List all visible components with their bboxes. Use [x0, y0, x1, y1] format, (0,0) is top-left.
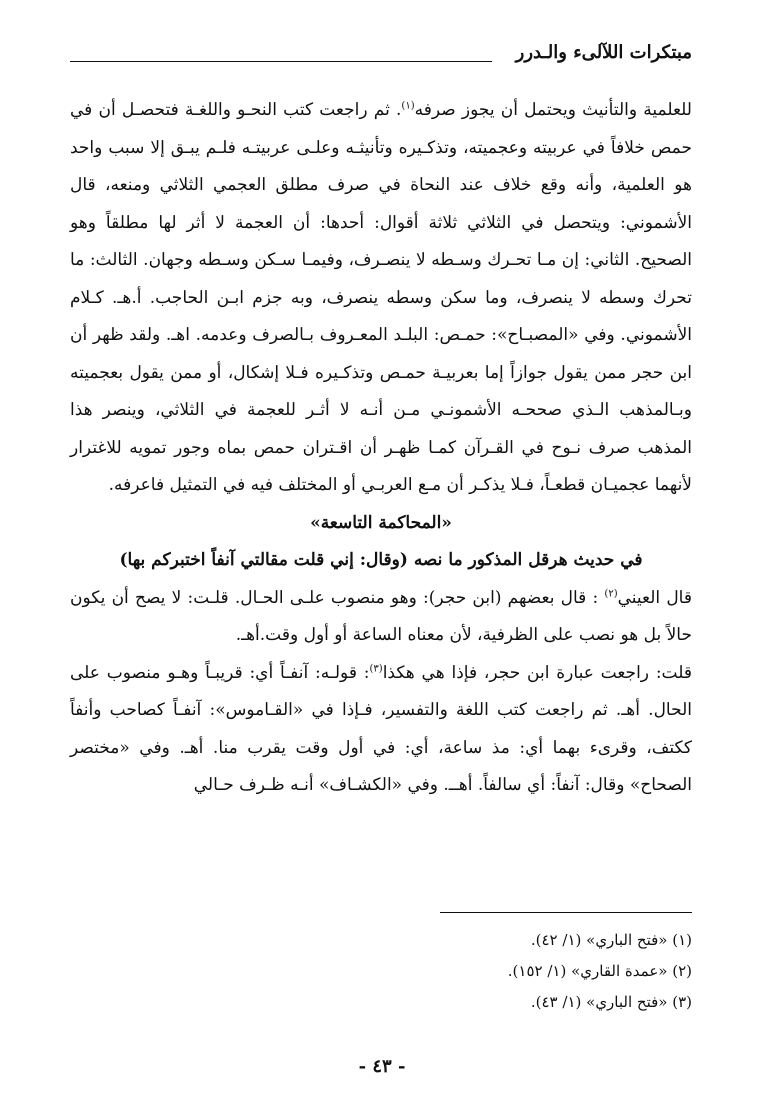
footnote-ref-1: (١) — [401, 100, 415, 112]
paragraph-1-rest: . ثم راجعت كتب النحـو واللغـة فتحصـل أن في حمص خلافاً في عربيته وعجميته، وتذكـيره وتأنيثـه وعلـى عربيتـه فلـم يبـق إلا سبب واحد هو العلمية، وأنه وقع خلاف عند النحاة في صرف مطلق العجمي الثلاثي ومنعه، قال الأشموني: ويتحصل في الثلاثي ثلاثة أقوال: أحدها: أن العجمة لا أثر لها مطلقاً وهو الصحيح. الثاني: إن مـا تحـرك وسـطه لا ينصـرف، وفيمـا سـكن وسـطه وجهان. الثالث: ما تحرك وسطه لا ينصرف، وما سكن وسطه ينصرف، وبه جزم ابـن الحاجب. أ.هـ. كـلام الأشموني. وفي «المصبـاح»: حمـص: البلـد المعـروف بـالصرف وعدمه. اهـ. ولقد ظهر أن ابن حجر ممن يقول جوازاً إما بعربيـة حمـص وتذكـيره فـلا إشكال، أو ممن يقول بعجميته وبـالمذهب الـذي صححـه الأشمونـي مـن أنـه لا أثـر للعجمة في الثلاثي، وينصر هذا المذهب صرف نـوح في القـرآن كمـا ظهـر أن اقـتران حمص بماه وجور تمويه للاغترار لأنهما عجميـان قطعـاً، فـلا يذكـر أن مـع العربـي أو المختلف فيه في التمثيل فاعرفه. — [70, 100, 692, 495]
paragraph-2-rest: : قال بعضهم (ابن حجر): وهو منصوب علـى الحـال. قلـت: لا يصح أن يكون حالاً بل هو نصب على الظرفية، لأن معناه الساعة أو أول وقت.أهـ. — [70, 587, 692, 645]
page-number: - ٤٣ - — [358, 1056, 406, 1077]
section-heading: «المحاكمة التاسعة» — [310, 512, 452, 533]
footnote-rule — [440, 912, 692, 913]
footnote-3: (٣) «فتح الباري» (١/ ٤٣). — [530, 993, 692, 1011]
paragraph-3 — [70, 655, 692, 805]
running-header — [70, 40, 692, 70]
footnote-ref-2: (٢) — [604, 587, 618, 599]
footnotes — [70, 925, 692, 1018]
footnote-ref-3: (٣) — [369, 662, 383, 674]
paragraph-3-start: قلت: راجعت عبارة ابن حجر، فإذا هي هكذا — [382, 662, 692, 683]
paragraph-2 — [70, 580, 692, 655]
main-text — [70, 92, 692, 805]
footnote-1: (١) «فتح الباري» (١/ ٤٢). — [530, 931, 692, 949]
header-rule — [70, 61, 492, 62]
paragraph-1-start: للعلمية والتأنيث ويحتمل أن يجوز صرفه — [414, 100, 692, 120]
paragraph-3-rest: : قولـه: آنفـاً أي: قريبـاً وهـو منصوب على الحال. أهـ. ثم راجعت كتب اللغة والتفسير، فـإذا في «القـاموس»: آنفـاً كصاحب وأنفاً ككتف، وقرىء بهما أي: مذ ساعة، أي: في أول وقت يقرب منا. أهـ. وفي «مختصر الصحاح» وقال: آنفاً: أي سالفاً. أهــ. وفي «الكشـاف» أنـه ظـرف حـالي — [70, 662, 692, 795]
paragraph-1 — [70, 92, 692, 505]
running-header-title: مبتكرات اللآلىء والـدرر — [515, 42, 692, 63]
footnote-2: (٢) «عمدة القاري» (١/ ١٥٢). — [507, 962, 692, 980]
section-subheading: في حديث هرقل المذكور ما نصه (وقال: إني قلت مقالتي آنفاً اختبركم بها) — [119, 550, 643, 570]
paragraph-2-start: قال العيني — [617, 587, 692, 608]
